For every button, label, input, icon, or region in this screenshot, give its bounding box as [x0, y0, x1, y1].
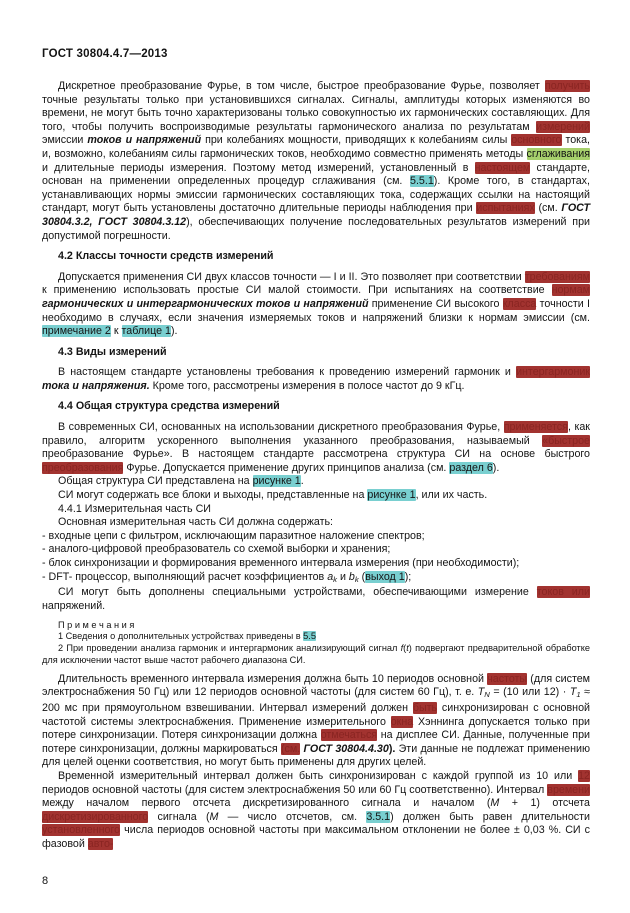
- text-segment: .: [300, 475, 304, 488]
- text-segment: - входные цепи с фильтром, исключающим паразитное наложение спектров;: [42, 529, 425, 542]
- text-segment: сигнала (: [148, 810, 210, 823]
- highlighted-text: испытаниях: [476, 202, 535, 215]
- page-number: 8: [42, 875, 49, 887]
- text-segment: + 1) отсчета: [499, 797, 590, 810]
- text-segment: Хэннинга допускается только при потере синхронизации. Потеря синхронизации должна: [42, 715, 591, 742]
- note-item: [42, 631, 590, 643]
- text-segment: (для систем электроснабжения 50 Гц) или 12 периодов основной частоты (для систем 60 Гц), т. е.: [42, 672, 591, 699]
- note-item: [42, 643, 590, 667]
- highlighted-text: быть: [412, 702, 438, 715]
- highlighted-text: времени: [547, 783, 590, 796]
- text-segment: СИ могут быть дополнены специальными устройствами, обеспечивающими измерение: [58, 586, 537, 599]
- text-segment: к: [110, 325, 122, 338]
- highlighted-text: рисунке 1: [252, 475, 301, 488]
- paragraph: [42, 366, 590, 393]
- highlighted-text: настоящем: [474, 161, 531, 174]
- text-segment: (: [358, 570, 366, 583]
- text-segment: точности I необходимо в случаях, если значения измеряемых токов и напряжений близки к нормам эмиссии (см.: [42, 297, 590, 324]
- paragraph: [42, 673, 590, 770]
- section-heading: [42, 250, 590, 264]
- highlighted-text: таблице 1: [121, 325, 171, 338]
- list-item: [42, 543, 590, 557]
- text-segment: между началом первого отсчета дискретизированного сигнала и началом (: [42, 797, 491, 810]
- text-segment: );: [404, 570, 412, 583]
- text-segment: к применению использовать простые СИ малой стоимости. При испытаниях на соответствие: [42, 284, 552, 297]
- text-segment: СИ могут содержать все блоки и выходы, представленные на: [58, 489, 368, 502]
- text-segment: тока, и, возможно, колебаниям силы гармонических токов, необходимо совместно применять методы: [42, 134, 590, 160]
- highlighted-text: авто-: [87, 838, 114, 850]
- text-segment: 4.4 Общая структура средства измерений: [58, 400, 280, 413]
- highlighted-text: 5.5.1: [410, 175, 434, 188]
- document-body: [42, 80, 590, 852]
- paragraph: [42, 80, 590, 243]
- text-segment: напряжений.: [42, 599, 106, 612]
- text-segment: Общая структура СИ представлена на: [58, 475, 253, 488]
- text-segment: периодов основной частоты (для систем электроснабжения 50 или 60 Гц соответственно). Интервал: [42, 783, 548, 796]
- text-segment: числа периодов основной частоты при максимальном отклонении не более ± 0,03 %. СИ с фазовой: [42, 824, 590, 850]
- highlighted-text: примечание 2: [42, 325, 111, 338]
- text-segment: (см.: [534, 202, 562, 215]
- highlighted-text: применяется: [503, 421, 568, 434]
- text-segment: b: [348, 570, 355, 583]
- highlighted-text: дискретизированного: [42, 810, 149, 823]
- text-segment: k: [333, 574, 337, 584]
- text-segment: синхронизирован с основной частотой системы электроснабжения. Применение измерительного: [42, 702, 590, 728]
- paragraph: [42, 489, 590, 503]
- highlighted-text: окна: [390, 715, 414, 728]
- text-segment: Основная измерительная часть СИ должна содержать:: [58, 516, 334, 529]
- text-segment: ). Кроме того, в стандартах, устанавливающих нормы эмиссии гармонических составляющих тока, содержащих ссылки на настоящий стандарт, могут быть установлены достаточно длительные периоды наблюдения при: [42, 175, 590, 215]
- text-segment: В современных СИ, основанных на использовании дискретного преобразования Фурье,: [58, 421, 504, 434]
- text-segment: П р и м е ч а н и я: [58, 619, 135, 630]
- text-segment: гармонических и интергармонических токов и напряжений: [42, 297, 369, 310]
- text-segment: 4.4.1 Измерительная часть СИ: [58, 502, 211, 515]
- text-segment: тока и напряжения.: [42, 379, 150, 392]
- text-segment: ГОСТ 30804.4.30: [303, 742, 389, 755]
- text-segment: ).: [492, 461, 500, 474]
- highlighted-text: 5.5: [303, 631, 316, 642]
- text-segment: Временной измерительный интервал должен быть синхронизирован с каждой группой из 10 или: [58, 770, 579, 783]
- paragraph: [42, 516, 590, 530]
- text-segment: Кроме того, рассмотрены измерения в полосе частот до 9 кГц.: [149, 379, 465, 392]
- list-item: [42, 571, 590, 587]
- text-segment: стандарте, основан на применении определенных процедур сглаживания (см.: [42, 161, 590, 188]
- highlighted-text: частоты: [487, 672, 528, 685]
- paragraph: [42, 503, 590, 517]
- text-segment: при колебаниях мощности, приводящих к колебаниям силы: [201, 134, 512, 147]
- text-segment: ), обеспечивающих получение последовательных результатов измерений при допустимой погрешности.: [42, 215, 590, 242]
- text-segment: - DFT- процессор, выполняющий расчет коэффициентов: [42, 570, 328, 583]
- text-segment: 1: [576, 690, 581, 700]
- text-segment: , как правило, алгоритм ускоренного выполнения указанного преобразования, называемый: [42, 421, 590, 447]
- text-segment: Эти данные не подлежат применению для целей оценки соответствия, но могут быть применены для других целей.: [42, 742, 590, 769]
- text-segment: ГОСТ 30804.3.2, ГОСТ 30804.3.12: [42, 202, 590, 228]
- highlighted-text: нормам: [551, 284, 590, 297]
- notes-title: [42, 620, 590, 632]
- text-segment: ) подвергают предварительной обработке для исключении частот выше частот рабочего диапазона СИ.: [42, 643, 590, 665]
- text-segment: на дисплее СИ. Данные, полученные при потере синхронизации, должны маркироваться: [42, 729, 591, 755]
- text-segment: 4.3 Виды измерений: [58, 345, 167, 358]
- text-segment: и: [336, 570, 349, 583]
- highlighted-text: 3.5.1: [366, 810, 391, 823]
- highlighted-text: основного: [511, 134, 562, 147]
- highlighted-text: (см.: [280, 742, 301, 755]
- paragraph: [42, 271, 590, 339]
- text-segment: преобразование Фурье». В настоящем стандарте рассмотрена структура СИ на основе быстрого: [42, 448, 590, 461]
- text-segment: t: [406, 643, 409, 654]
- highlighted-text: выход 1: [365, 570, 405, 583]
- text-segment: M: [209, 810, 219, 823]
- text-segment: ) должен быть равен длительности: [390, 810, 590, 823]
- text-segment: - блок синхронизации и формирования временного интервала измерения (при необходимости);: [42, 557, 520, 569]
- text-segment: M: [490, 797, 500, 810]
- text-segment: a: [327, 570, 334, 583]
- highlighted-text: класса: [502, 297, 537, 310]
- highlighted-text: отмечаться: [320, 729, 378, 742]
- text-segment: точные результаты только при установившихся сигналах. Сигналы, амплитуды которых изменяются во времени, не могут быть точно характеризованы только совокупностью их гармонических составляющих. Для того, чтобы получить воспроизводимые результаты гармонического анализа по результатам: [42, 93, 590, 133]
- document-header: ГОСТ 30804.4.7—2013: [42, 48, 168, 60]
- text-segment: Допускается применения СИ двух классов точности — I и II. Это позволяет при соответствии: [58, 270, 525, 283]
- text-segment: применение СИ высокого: [368, 297, 503, 310]
- highlighted-text: установленного: [42, 824, 121, 837]
- text-segment: - аналого-цифровой преобразователь со схемой выборки и хранения;: [42, 543, 391, 556]
- text-segment: 4.2 Классы точности средств измерений: [58, 250, 274, 263]
- text-segment: — число отсчетов, см.: [218, 810, 367, 823]
- highlighted-text: требованиям: [524, 270, 590, 283]
- highlighted-text: преобразования: [42, 461, 124, 474]
- text-segment: T: [477, 686, 485, 699]
- list-item: [42, 557, 590, 571]
- text-segment: эмиссии: [42, 134, 88, 147]
- paragraph: [42, 770, 590, 852]
- highlighted-text: интергармоник: [516, 366, 590, 379]
- section-heading: [42, 400, 590, 414]
- text-segment: = (10 или 12) ·: [489, 686, 570, 699]
- text-segment: 2 При проведении анализа гармоник и интергармоник анализирующий сигнал: [58, 643, 401, 654]
- text-segment: Дискретное преобразование Фурье, в том числе, быстрое преобразование Фурье, позволяет: [58, 80, 545, 92]
- highlighted-text: 12: [578, 770, 590, 783]
- highlighted-text: получить: [544, 80, 590, 92]
- highlighted-text: раздел 6: [449, 461, 493, 474]
- section-heading: [42, 346, 590, 360]
- text-segment: токов и напряжений: [87, 134, 202, 147]
- paragraph: [42, 586, 590, 613]
- highlighted-text: «быстрое: [542, 434, 590, 447]
- highlighted-text: сглаживания: [526, 147, 590, 160]
- text-segment: В настоящем стандарте установлены требования к проведению измерений гармоник и: [58, 366, 517, 379]
- paragraph: [42, 475, 590, 489]
- list-item: [42, 530, 590, 544]
- text-segment: ).: [170, 325, 178, 338]
- text-segment: Фурье. Допускается применение других принципов анализа (см.: [123, 461, 450, 474]
- text-segment: N: [484, 690, 490, 700]
- text-segment: 1 Сведения о дополнительных устройствах приведены в: [58, 631, 304, 642]
- text-segment: , или их часть.: [415, 489, 488, 502]
- highlighted-text: измерений: [536, 120, 590, 133]
- text-segment: f: [400, 643, 404, 654]
- paragraph: [42, 421, 590, 475]
- text-segment: Длительность временного интервала измерения должна быть 10 периодов основной: [58, 672, 488, 685]
- text-segment: ).: [388, 742, 396, 755]
- highlighted-text: рисунке 1: [367, 489, 416, 502]
- text-segment: k: [354, 574, 359, 584]
- text-segment: (: [403, 643, 407, 654]
- text-segment: T: [569, 686, 577, 699]
- highlighted-text: токов или: [536, 586, 590, 599]
- text-segment: и длительные периоды измерения. Поэтому метод измерений, установленный в: [42, 161, 475, 174]
- text-segment: ≈ 200 мс при прямоугольном взвешивании. Интервал измерений должен: [42, 686, 591, 715]
